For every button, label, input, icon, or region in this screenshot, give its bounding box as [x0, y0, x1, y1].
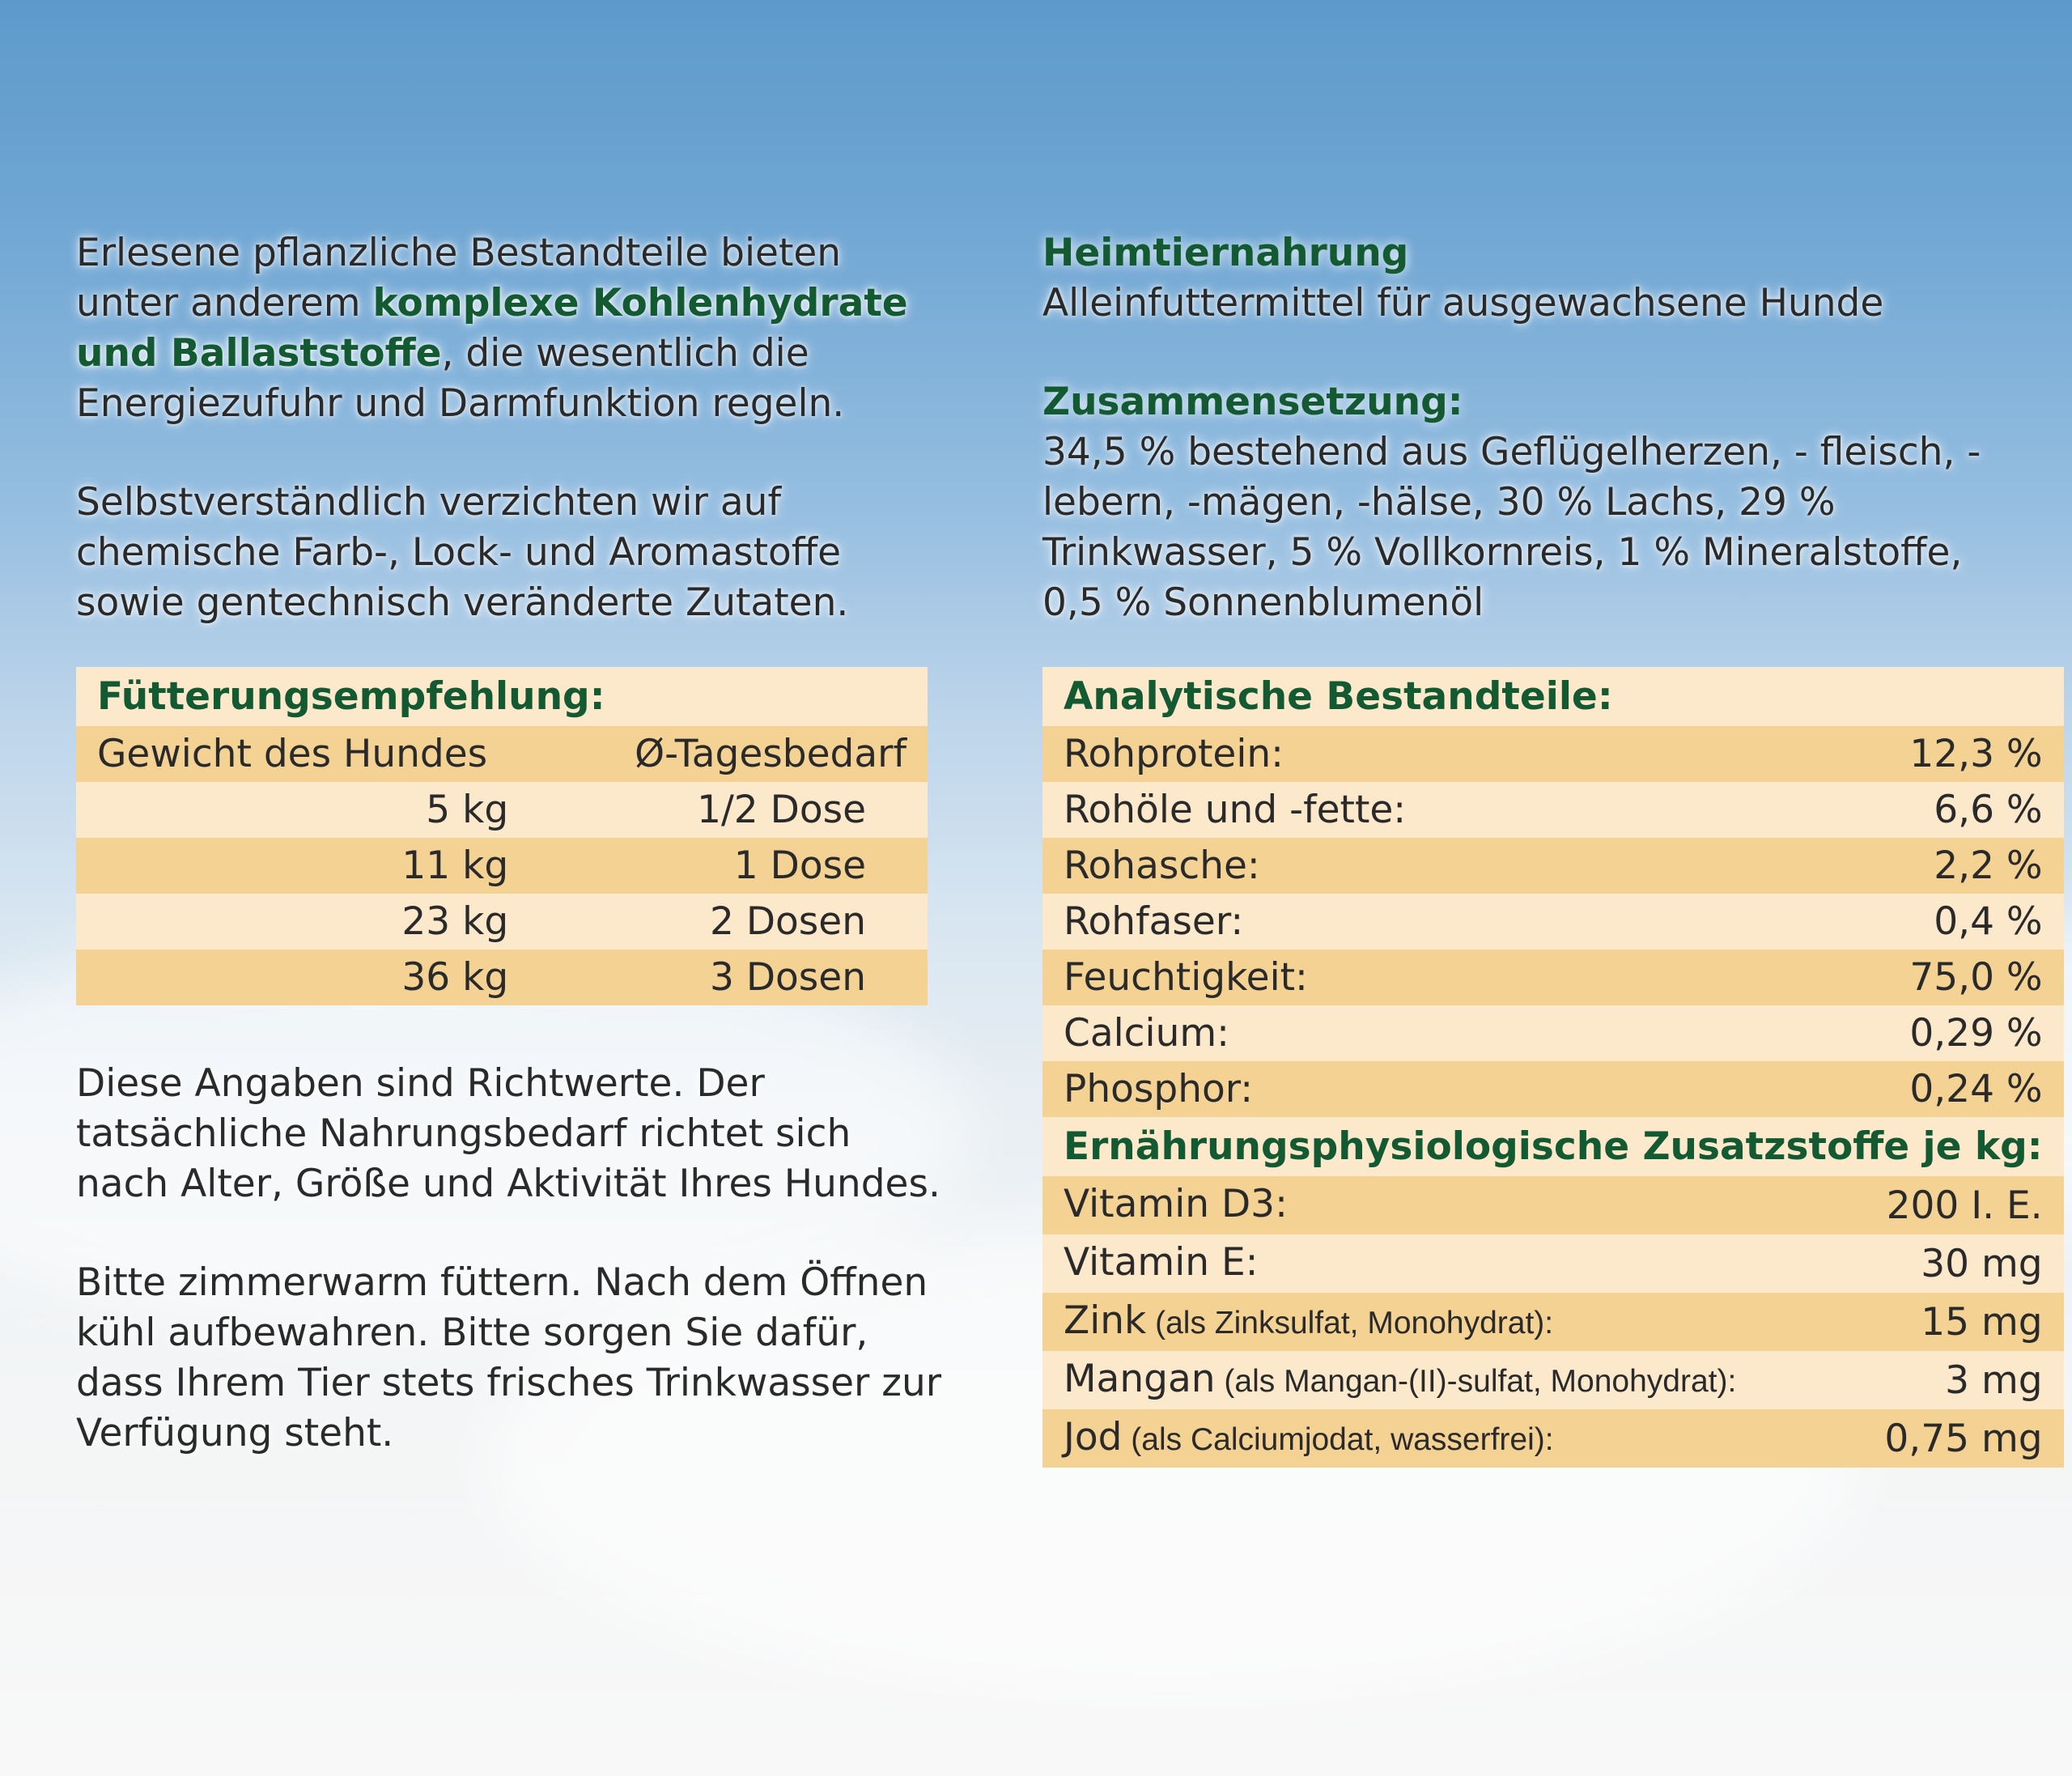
additive-name: Vitamin D3:: [1064, 1182, 1288, 1226]
analytical-label: Rohöle und -fette:: [1064, 788, 1407, 832]
analytical-label: Calcium:: [1064, 1011, 1229, 1056]
additive-value: 0,75 mg: [1884, 1416, 2043, 1461]
intro-column: [76, 228, 934, 628]
composition-heading: Zusammensetzung:: [1042, 380, 1463, 424]
additive-note: (als Calciumjodat, wasserfrei):: [1122, 1422, 1554, 1457]
feeding-title-row: [76, 667, 928, 726]
table-row: [1042, 1234, 2064, 1293]
intro-text-b: , die wesentlich die Energiezufuhr und Darmfunktion regeln.: [76, 331, 845, 426]
feeding-amount: 2 Dosen: [710, 899, 866, 944]
composition-text: 34,5 % bestehend aus Geflügelherzen, - fleisch, -lebern, -mägen, -hälse, 30 % Lachs, 29 % Trinkwasser, 5 % Vollkornreis, 1 % Mineralstoffe, 0,5 % Sonnenblumenöl: [1042, 430, 1981, 625]
product-column: [1042, 228, 2006, 628]
table-row: [1042, 1176, 2064, 1234]
additive-label: [1042, 1409, 1841, 1468]
additive-value: 15 mg: [1921, 1299, 2043, 1345]
analytical-label: Rohprotein:: [1064, 732, 1284, 776]
additive-value: 3 mg: [1945, 1357, 2043, 1403]
table-row: [1042, 838, 2064, 894]
table-row: [1042, 1005, 2064, 1061]
feeding-table: [76, 667, 928, 1005]
feeding-weight: 11 kg: [401, 843, 509, 888]
analytical-label: Phosphor:: [1064, 1067, 1254, 1111]
notes-paragraph-2: Bitte zimmerwarm füttern. Nach dem Öffnen kühl aufbewahren. Bitte sorgen Sie dafür, dass Ihrem Tier stets frisches Trinkwasser zur Verfügung steht.: [76, 1260, 942, 1455]
intro-highlight: komplexe Kohlenhydrate und Ballaststoffe: [76, 281, 908, 376]
table-row: [1042, 1293, 2064, 1351]
analytical-value: 2,2 %: [1934, 843, 2043, 888]
analytical-label: Rohasche:: [1064, 843, 1260, 888]
analytical-label: Feuchtigkeit:: [1064, 955, 1308, 1000]
intro-paragraph-1: [76, 228, 934, 429]
analytical-value: 12,3 %: [1909, 732, 2043, 776]
additive-label: [1042, 1351, 1841, 1409]
notes-paragraph-1: Diese Angaben sind Richtwerte. Der tatsächliche Nahrungsbedarf richtet sich nach Alter, Größe und Aktivität Ihres Hundes.: [76, 1061, 940, 1206]
analytical-value: 0,29 %: [1909, 1011, 2043, 1056]
feeding-header-row: [76, 726, 928, 782]
intro-text-a: Erlesene pflanzliche Bestandteile bieten unter anderem: [76, 231, 842, 325]
table-row: [1042, 1061, 2064, 1117]
table-row: [1042, 894, 2064, 950]
additive-note: (als Zinksulfat, Monohydrat):: [1146, 1306, 1554, 1340]
table-row: [76, 782, 928, 838]
feeding-weight: 36 kg: [401, 955, 509, 1000]
analytical-table: [1042, 667, 2064, 1468]
feeding-weight: 5 kg: [426, 788, 509, 832]
table-row: [1042, 950, 2064, 1005]
additive-name: Mangan: [1064, 1357, 1216, 1401]
analytical-title: Analytische Bestandteile:: [1064, 674, 1613, 719]
analytical-value: 0,4 %: [1934, 899, 2043, 944]
notes-column: [76, 1059, 950, 1459]
additives-title: Ernährungsphysiologische Zusatzstoffe je kg:: [1064, 1124, 2043, 1169]
table-row: [76, 838, 928, 894]
product-type-text: Alleinfuttermittel für ausgewachsene Hunde: [1042, 281, 1884, 325]
feeding-amount: 1 Dose: [733, 843, 866, 888]
additive-note: (als Mangan-(II)-sulfat, Monohydrat):: [1215, 1364, 1737, 1399]
feeding-col-weight: Gewicht des Hundes: [97, 732, 488, 776]
additive-value: 30 mg: [1921, 1241, 2043, 1286]
analytical-value: 75,0 %: [1909, 955, 2043, 1000]
feeding-weight: 23 kg: [401, 899, 509, 944]
analytical-label: Rohfaser:: [1064, 899, 1244, 944]
table-row: [1042, 1351, 2064, 1409]
table-row: [1042, 726, 2064, 782]
additive-label: [1042, 1176, 1841, 1234]
product-type-heading: Heimtiernahrung: [1042, 231, 1409, 275]
additive-label: [1042, 1293, 1841, 1351]
analytical-title-row: [1042, 667, 2064, 726]
analytical-value: 0,24 %: [1909, 1067, 2043, 1111]
additive-name: Vitamin E:: [1064, 1240, 1259, 1285]
additive-value: 200 I. E.: [1886, 1183, 2043, 1228]
feeding-col-daily: Ø-Tagesbedarf: [635, 732, 906, 776]
feeding-title: Fütterungsempfehlung:: [97, 674, 605, 719]
feeding-amount: 3 Dosen: [710, 955, 866, 1000]
table-row: [1042, 782, 2064, 838]
table-row: [1042, 1409, 2064, 1468]
additives-title-row: [1042, 1117, 2064, 1176]
additive-name: Jod: [1064, 1415, 1123, 1459]
analytical-value: 6,6 %: [1934, 788, 2043, 832]
intro-paragraph-2: Selbstverständlich verzichten wir auf chemische Farb-, Lock- und Aromastoffe sowie gentechnisch veränderte Zutaten.: [76, 480, 849, 625]
additive-label: [1042, 1234, 1841, 1293]
additive-name: Zink: [1064, 1298, 1147, 1343]
table-row: [76, 950, 928, 1005]
table-row: [76, 894, 928, 950]
feeding-amount: 1/2 Dose: [697, 788, 866, 832]
